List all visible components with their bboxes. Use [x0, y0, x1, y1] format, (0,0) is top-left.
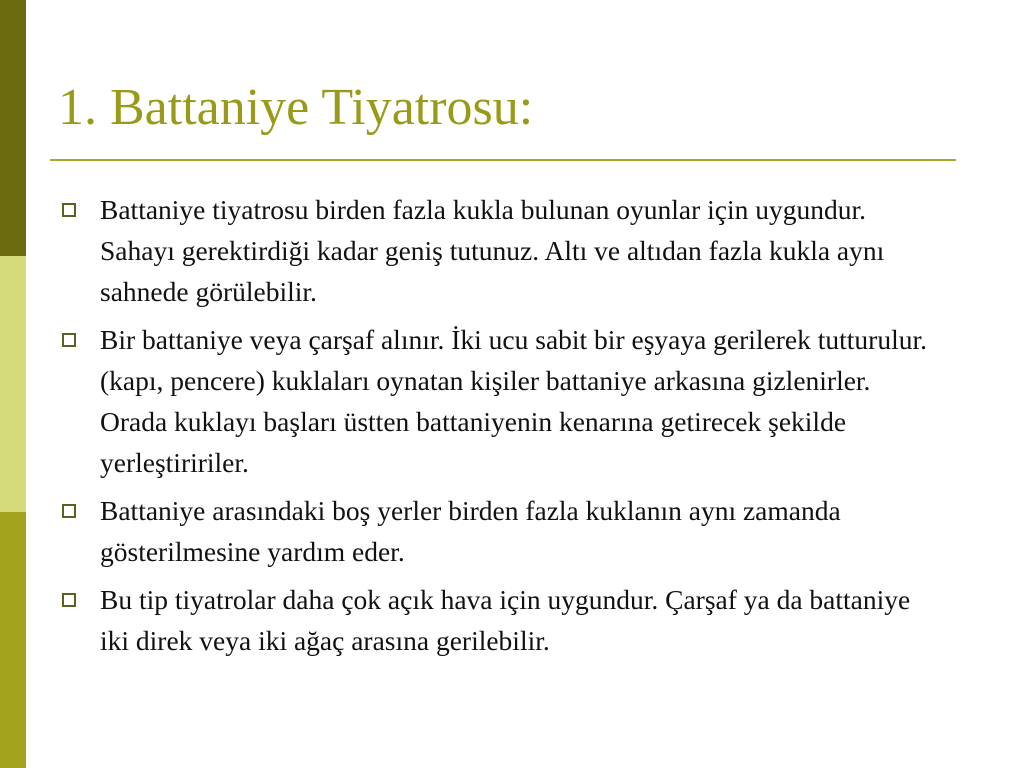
- bullet-item: [62, 490, 942, 572]
- bullet-text: Bir battaniye veya çarşaf alınır. İki ucu sabit bir eşyaya gerilerek tutturulur. (kapı, pencere) kuklaları oynatan kişiler battaniye arkasına gizlenirler. Orada kuklayı başları üstten battaniyenin kenarına getirecek şekilde yerleştiririler.: [100, 324, 928, 478]
- square-bullet-icon: [62, 593, 76, 607]
- side-bar-olive-segment: [0, 512, 26, 768]
- bullet-item: [62, 579, 942, 661]
- bullet-item: [62, 319, 942, 483]
- bullet-item: [62, 189, 942, 312]
- side-bar-dark-segment: [0, 0, 26, 256]
- side-bar-light-segment: [0, 256, 26, 512]
- bullet-text: Bu tip tiyatrolar daha çok açık hava için uygundur. Çarşaf ya da battaniye iki direk veya iki ağaç arasına gerilebilir.: [100, 584, 911, 656]
- title-divider: [50, 159, 956, 161]
- square-bullet-icon: [62, 504, 76, 518]
- square-bullet-icon: [62, 203, 76, 217]
- slide-title: 1. Battaniye Tiyatrosu:: [58, 79, 534, 136]
- bullet-list: [62, 189, 942, 668]
- bullet-text: Battaniye tiyatrosu birden fazla kukla bulunan oyunlar için uygundur. Sahayı gerektirdiği kadar geniş tutunuz. Altı ve altıdan fazla kukla aynı sahnede görülebilir.: [100, 194, 885, 307]
- square-bullet-icon: [62, 333, 76, 347]
- bullet-text: Battaniye arasındaki boş yerler birden fazla kuklanın aynı zamanda gösterilmesine yardım eder.: [100, 495, 841, 567]
